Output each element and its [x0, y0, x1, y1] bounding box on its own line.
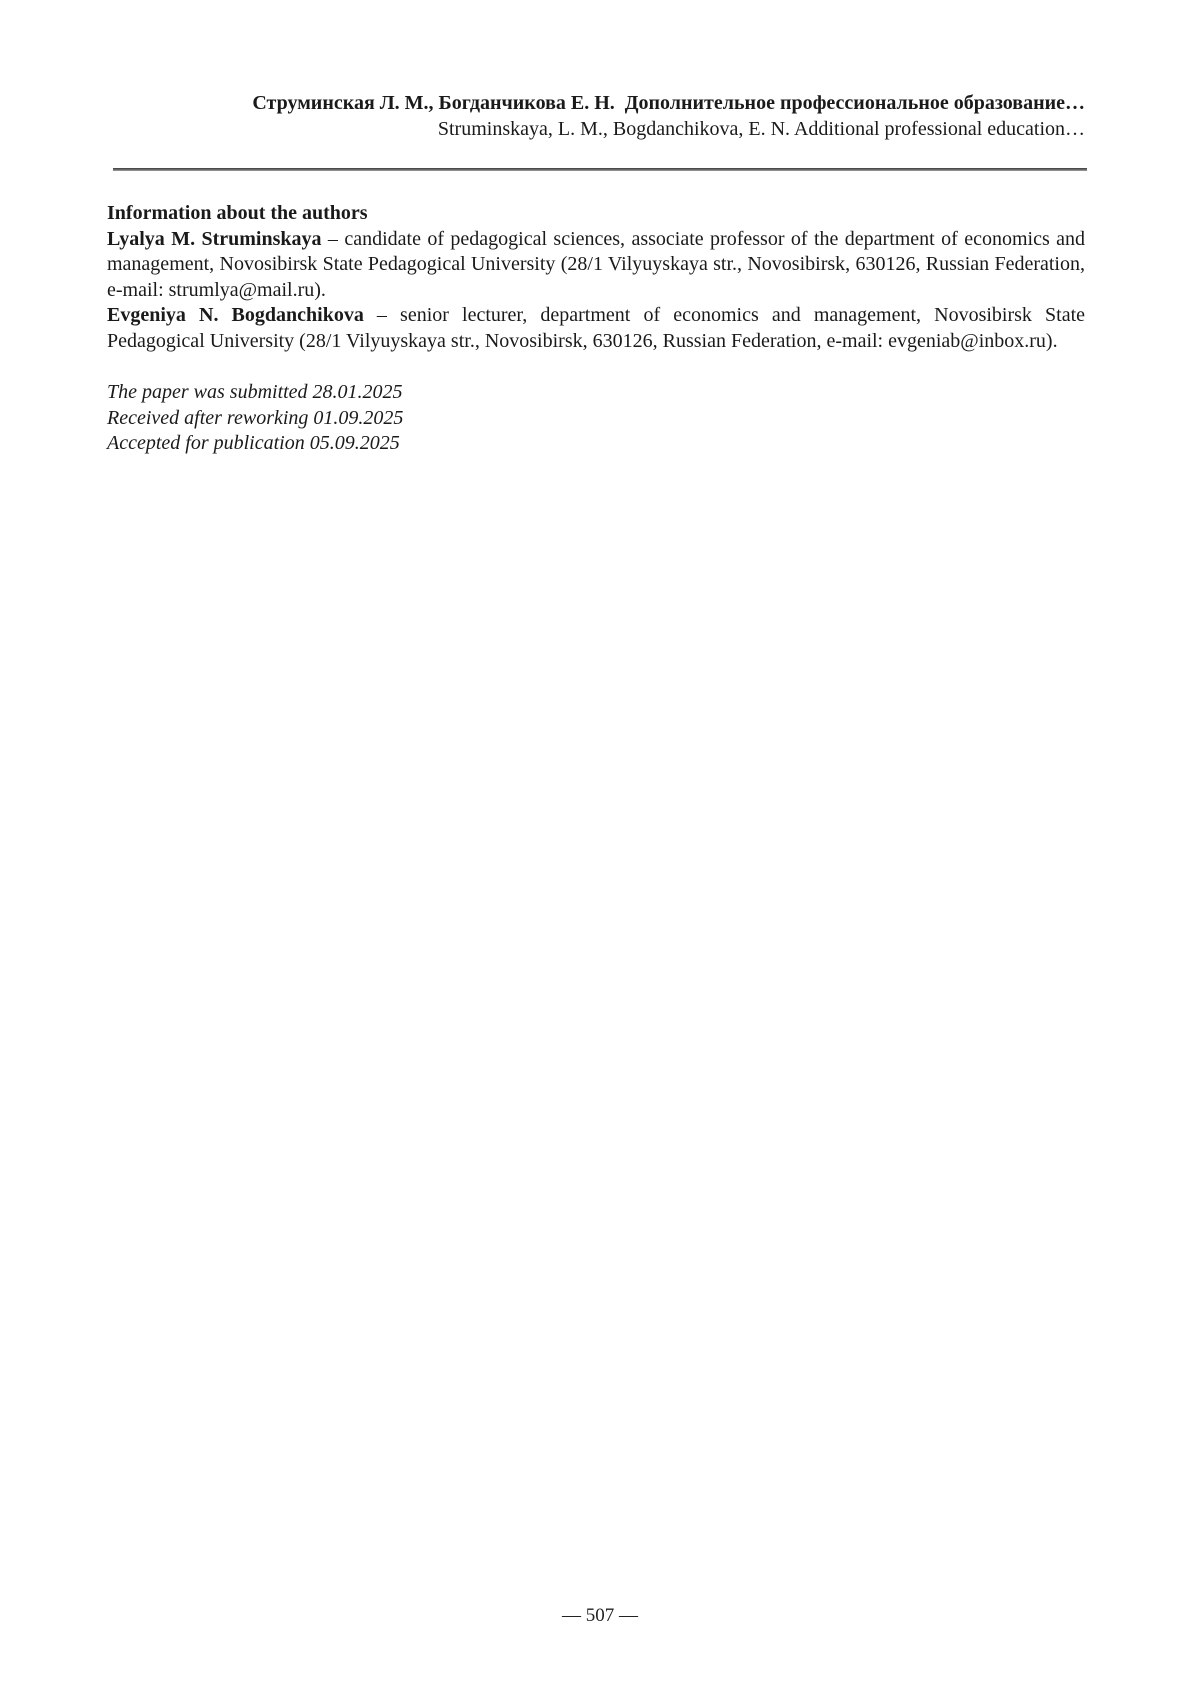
running-head-english: Struminskaya, L. M., Bogdanchikova, E. N. Additional professional education…: [437, 118, 1085, 140]
running-head-russian: Струминская Л. М., Богданчикова Е. Н. Дополнительное профессиональное образование…: [252, 92, 1085, 114]
author-name: Evgeniya N. Bogdanchikova: [107, 304, 364, 327]
submission-dates: [107, 380, 1085, 457]
author-name: Lyalya M. Struminskaya: [107, 227, 322, 250]
page-number: — 507 —: [562, 1605, 638, 1626]
date-reworked: Received after reworking 01.09.2025: [107, 406, 404, 429]
author-paragraph: [107, 227, 1085, 304]
author-details: – senior lecturer, department of economics and management, Novosibirsk State Pedagogical University (28/1 Vilyuyskaya str., Novosibirsk, 630126, Russian Federation, e-mail: evgeniab@inbox.ru).: [107, 304, 1085, 352]
authors-heading: Information about the authors: [107, 202, 368, 224]
date-accepted: Accepted for publication 05.09.2025: [107, 432, 400, 455]
authors-info-section: [0, 171, 1200, 457]
date-submitted: The paper was submitted 28.01.2025: [107, 381, 403, 404]
running-head: [0, 0, 1200, 142]
author-details: – candidate of pedagogical sciences, associate professor of the department of economics and management, Novosibirsk State Pedagogical University (28/1 Vilyuyskaya str., Novosibirsk, 630126, Russian Federation, e-mail: strumlya@mail.ru).: [107, 227, 1086, 301]
author-paragraph: [107, 303, 1085, 354]
